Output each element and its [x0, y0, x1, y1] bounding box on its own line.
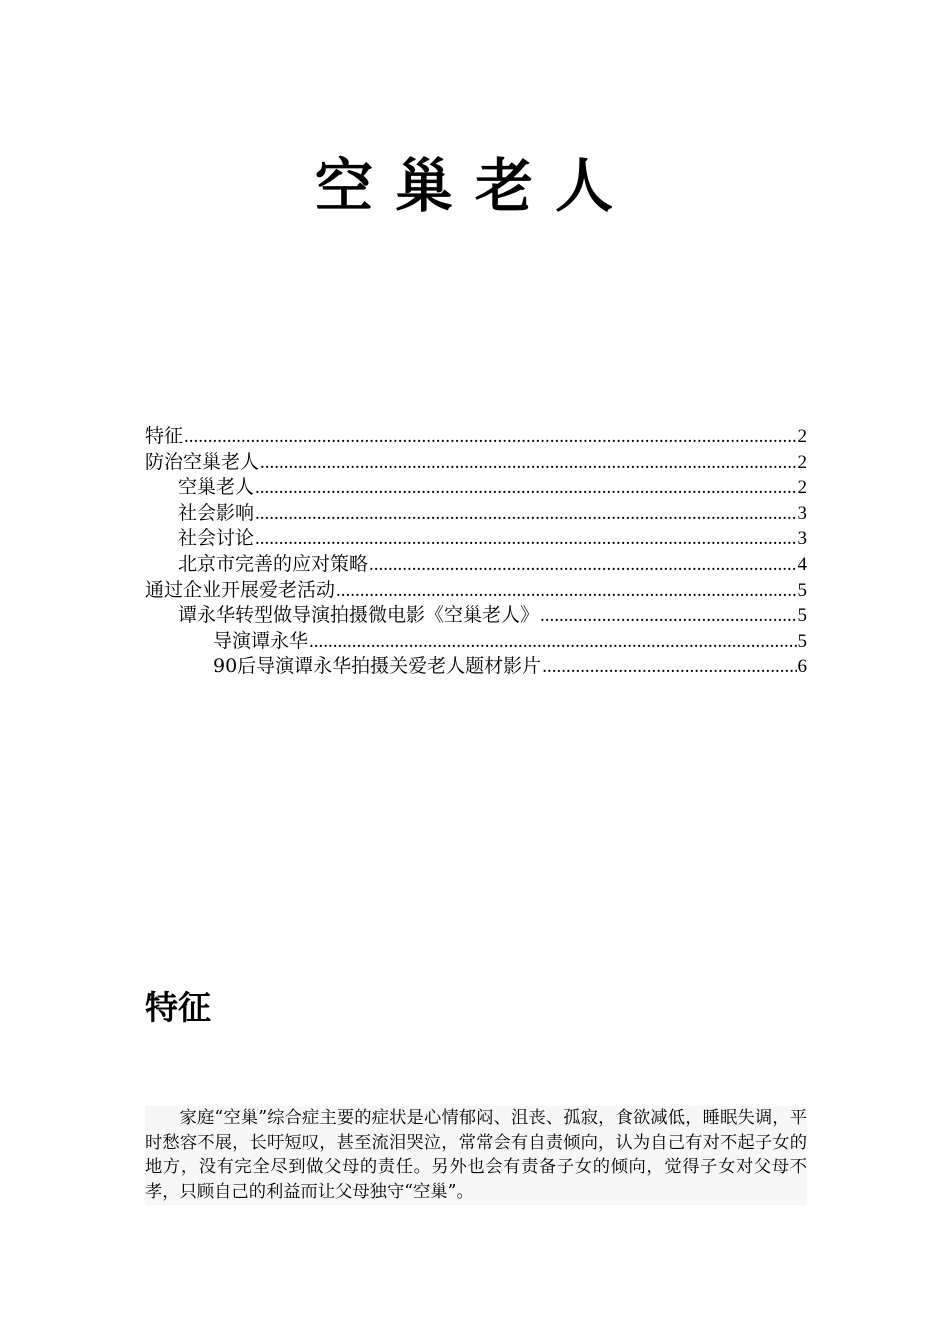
toc-entry[interactable]	[145, 552, 807, 578]
toc-entry-label: 通过企业开展爱老活动	[145, 578, 336, 601]
toc-entry-label: 空巢老人	[178, 476, 255, 499]
toc-entry[interactable]	[145, 450, 807, 476]
toc-entry[interactable]	[145, 629, 807, 655]
toc-leader-dots	[255, 476, 796, 501]
toc-entry-page: 4	[797, 553, 807, 575]
table-of-contents	[145, 424, 807, 680]
toc-entry-label: 北京市完善的应对策略	[178, 552, 369, 575]
toc-entry[interactable]	[145, 526, 807, 552]
toc-leader-dots	[309, 630, 796, 655]
toc-entry-page: 6	[797, 656, 807, 678]
toc-entry-label: 导演谭永华	[213, 629, 309, 652]
toc-entry-label: 特征	[145, 425, 184, 447]
toc-leader-dots	[336, 579, 796, 604]
toc-entry-page: 2	[797, 477, 807, 499]
toc-entry-label: 谭永华转型做导演拍摄微电影《空巢老人》	[178, 604, 540, 627]
toc-leader-dots	[255, 527, 796, 552]
toc-leader-dots	[255, 502, 796, 527]
toc-leader-dots	[540, 604, 796, 629]
toc-entry[interactable]	[145, 501, 807, 527]
toc-entry[interactable]	[145, 424, 807, 450]
toc-leader-dots	[369, 553, 796, 578]
body-paragraph: 家庭“空巢”综合症主要的症状是心情郁闷、沮丧、孤寂，食欲减低，睡眠失调，平时愁容不展，长吁短叹，甚至流泪哭泣，常常会有自责倾向，认为自己有对不起子女的地方，没有完全尽到做父母的责任。另外也会有责备子女的倾向，觉得子女对父母不孝，只顾自己的利益而让父母独守“空巢”。	[145, 1106, 807, 1205]
toc-entry-label: 90后导演谭永华拍摄关爱老人题材影片	[213, 655, 542, 678]
toc-entry-page: 5	[797, 605, 807, 627]
section-heading: 特征	[145, 988, 211, 1027]
toc-leader-dots	[260, 451, 796, 476]
toc-leader-dots	[542, 655, 796, 680]
toc-entry[interactable]	[145, 475, 807, 501]
toc-entry-page: 2	[797, 451, 807, 473]
toc-entry[interactable]	[145, 603, 807, 629]
toc-entry-page: 3	[797, 528, 807, 550]
toc-entry-label: 社会影响	[178, 501, 255, 524]
toc-entry[interactable]	[145, 578, 807, 604]
document-title: 空巢老人	[314, 152, 635, 220]
toc-entry-label: 防治空巢老人	[145, 450, 260, 473]
toc-entry[interactable]	[145, 654, 807, 680]
toc-entry-page: 3	[797, 502, 807, 524]
toc-entry-page: 5	[797, 579, 807, 601]
toc-entry-label: 社会讨论	[178, 527, 255, 550]
toc-entry-page: 2	[797, 426, 807, 447]
toc-entry-page: 5	[797, 630, 807, 652]
toc-leader-dots	[184, 425, 796, 450]
